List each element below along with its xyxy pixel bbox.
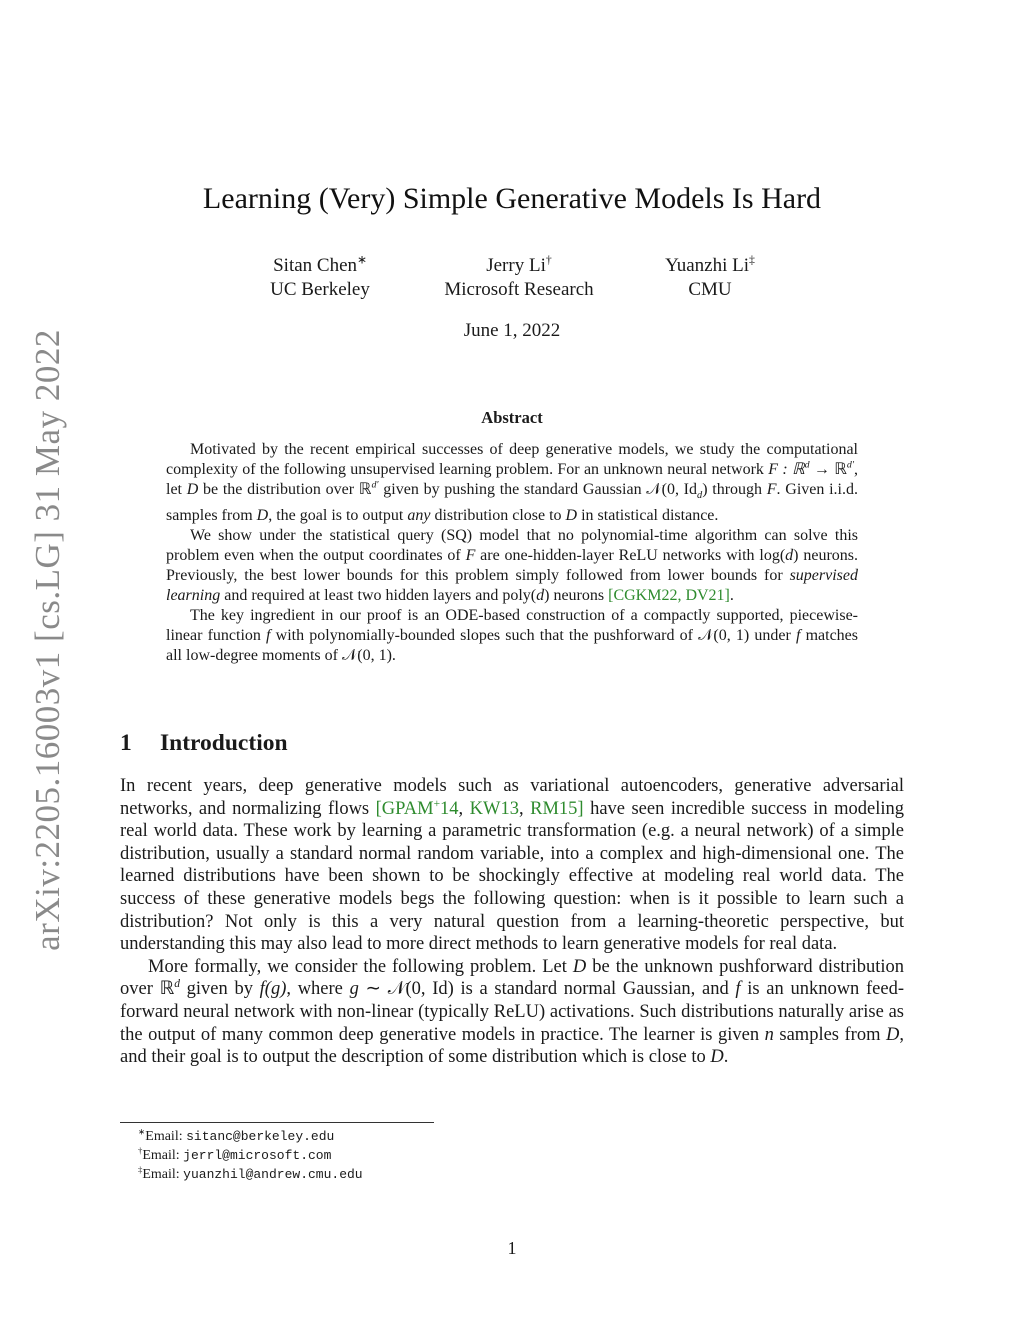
introduction-body	[120, 775, 904, 1069]
citation-link[interactable]: GPAM+14	[381, 797, 459, 819]
arxiv-identifier-stamp: arXiv:2205.16003v1 [cs.LG] 31 May 2022	[28, 329, 67, 951]
abstract-heading: Abstract	[481, 408, 543, 427]
author-name: Sitan Chen∗	[273, 253, 367, 276]
paper-title: Learning (Very) Simple Generative Models Is Hard	[202, 182, 822, 215]
citation-link[interactable]: [CGKM22, DV21]	[608, 587, 730, 605]
author-block	[230, 254, 410, 302]
footnote: ∗Email: sitanc@berkeley.edu	[138, 1126, 335, 1144]
author-name: Yuanzhi Li‡	[665, 253, 755, 276]
author-block	[419, 254, 619, 302]
footnote-divider	[120, 1122, 434, 1123]
author-block	[630, 254, 790, 302]
email-link[interactable]: yuanzhil@andrew.cmu.edu	[183, 1167, 363, 1182]
author-affiliation: UC Berkeley	[270, 279, 370, 300]
paper-date: June 1, 2022	[463, 320, 561, 341]
page-number: 1	[507, 1238, 517, 1258]
section-number: 1	[120, 730, 132, 756]
section-title: Introduction	[160, 730, 288, 756]
author-name: Jerry Li†	[486, 253, 552, 276]
footnote: †Email: jerrl@microsoft.com	[138, 1145, 332, 1163]
footnote: ‡Email: yuanzhil@andrew.cmu.edu	[138, 1164, 363, 1182]
abstract-paragraph: Motivated by the recent empirical successes of deep generative models, we study the computational complexity of the following unsupervised learning problem. For an unknown neural network F : ℝ$^d$ → ℝ$^{d'}$, let D be the distribution over ℝ$^{d'}$ given by pushing the standard Gaussian 𝒩(0, $Id_d$) through F. Given i.i.d. samples from D, the goal is to output any distribution close to D in statistical distance.	[166, 441, 858, 525]
body-paragraph: In recent years, deep generative models such as variational autoencoders, generative adversarial networks, and normalizing flows [GPAM+14, KW13, RM15] have seen incredible success in modeling real world data. These work by learning a parametric transformation (e.g. a neural network) of a simple distribution, usually a standard normal random variable, into a complex and high-dimensional one. The learned distributions have been shown to be shockingly effective at modeling real world data. The success of these generative models begs the following question: when is it possible to learn such a distribution? Not only is this a very natural question from a learning-theoretic perspective, but understanding this may also lead to more direct methods to learn generative models for real data.	[120, 776, 905, 955]
footnotes	[138, 1127, 363, 1184]
section-heading	[120, 730, 288, 757]
email-link[interactable]: jerrl@microsoft.com	[183, 1148, 332, 1163]
abstract-paragraph: The key ingredient in our proof is an ODE-based construction of a compactly supported, piecewise-linear function f with polynomially-bounded slopes such that the pushforward of 𝒩(0, 1) under f matches all low-degree moments of 𝒩(0, 1).	[166, 607, 858, 665]
author-affiliation: Microsoft Research	[444, 279, 594, 300]
author-affiliation: CMU	[688, 279, 732, 300]
email-link[interactable]: sitanc@berkeley.edu	[186, 1129, 335, 1144]
abstract-body	[166, 440, 858, 666]
citation-link[interactable]: KW13	[469, 798, 519, 819]
citation-link[interactable]: RM15	[530, 798, 578, 819]
abstract-paragraph: We show under the statistical query (SQ) model that no polynomial-time algorithm can solve this problem even when the output coordinates of F are one-hidden-layer ReLU networks with log(d) neurons. Previously, the best lower bounds for this problem simply followed from lower bounds for supervised learning and required at least two hidden layers and poly(d) neurons [CGKM22, DV21].	[166, 527, 858, 605]
body-paragraph: More formally, we consider the following problem. Let D be the unknown pushforward distribution over ℝ$^d$ given by f(g), where g ∼ 𝒩(0, Id) is a standard normal Gaussian, and f is an unknown feed-forward neural network with non-linear (typically ReLU) activations. Such distributions naturally arise as the output of many common deep generative models in practice. The learner is given n samples from D, and their goal is to output the description of some distribution which is close to D.	[120, 956, 905, 1068]
